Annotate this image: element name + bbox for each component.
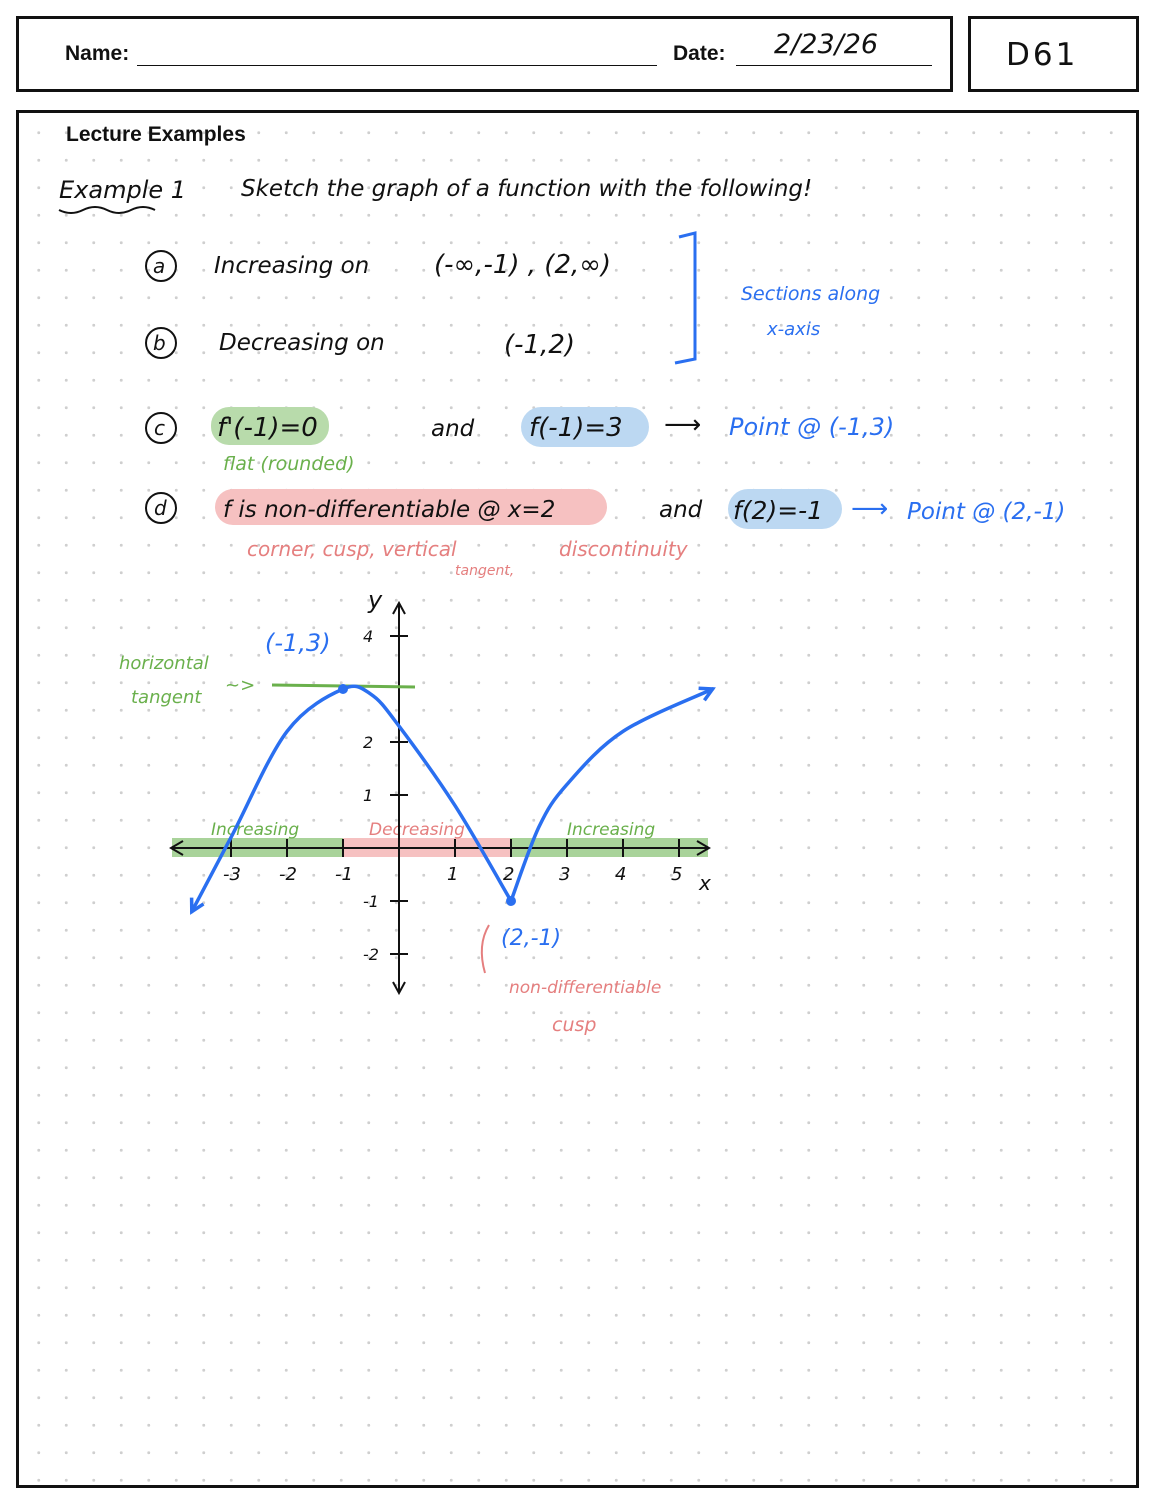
- handwritten-notes: [19, 113, 1136, 1485]
- c-value: f(-1)=3: [529, 413, 623, 443]
- cusp-bracket: [482, 925, 489, 973]
- x-tick-label: 5: [671, 864, 683, 885]
- a-value: (-∞,-1) , (2,∞): [434, 250, 612, 280]
- c-point: Point @ (-1,3): [729, 413, 895, 441]
- bracket-note-1: Sections along: [741, 283, 881, 305]
- y-ticks: [363, 627, 408, 964]
- x-tick-label: 4: [615, 864, 627, 885]
- example-prompt: Sketch the graph of a function with the following!: [241, 176, 813, 202]
- y-tick-label: -2: [363, 945, 379, 964]
- c-marker: c: [154, 416, 165, 440]
- d-value: f(2)=-1: [733, 496, 824, 525]
- a-marker: a: [153, 254, 166, 278]
- d-note-2: tangent,: [455, 563, 515, 579]
- d-arrow: ⟶: [851, 494, 889, 524]
- d-text: f is non-differentiable @ x=2: [223, 497, 556, 523]
- date-value: 2/23/26: [774, 29, 879, 60]
- tangent-label-1: horizontal: [119, 653, 209, 674]
- sections-bracket: [675, 233, 695, 363]
- band-label-3: Increasing: [567, 820, 656, 840]
- a-text: Increasing on: [214, 253, 370, 279]
- band-label-2: Decreasing: [369, 820, 465, 840]
- x-tick-label: 3: [559, 864, 571, 885]
- x-tick-label: 1: [447, 864, 459, 885]
- y-tick-label: 1: [363, 786, 374, 805]
- bracket-note-2: x-axis: [767, 319, 821, 340]
- x-tick-label: -3: [223, 864, 241, 885]
- date-field[interactable]: [736, 65, 932, 66]
- c-arrow: ⟶: [664, 410, 702, 440]
- d-point: Point @ (2,-1): [907, 499, 1066, 525]
- y-tick-label: 2: [363, 733, 374, 752]
- y-axis-label: y: [368, 586, 383, 614]
- d-and: and: [659, 497, 703, 523]
- key-point: [338, 684, 348, 694]
- b-text: Decreasing on: [219, 330, 385, 356]
- name-label: Name:: [65, 42, 130, 65]
- date-label: Date:: [673, 42, 726, 65]
- y-tick-label: -1: [363, 892, 379, 911]
- b-marker: b: [153, 331, 166, 355]
- b-value: (-1,2): [504, 330, 576, 360]
- name-field[interactable]: [137, 65, 657, 66]
- x-tick-label: -2: [279, 864, 297, 885]
- header-box: [16, 16, 953, 92]
- key-point: [506, 896, 516, 906]
- tangent-arrow: ~>: [225, 675, 256, 696]
- x-tick-label: -1: [335, 864, 353, 885]
- code-value: D61: [1006, 37, 1079, 73]
- function-graph: [119, 586, 713, 1036]
- x-tick-label: 2: [503, 864, 515, 885]
- c-and: and: [431, 416, 475, 442]
- d-marker: d: [154, 496, 167, 520]
- cusp-note-1: non-differentiable: [509, 978, 662, 998]
- x-axis-label: x: [699, 871, 711, 895]
- code-box: [968, 16, 1139, 92]
- max-point-label: (-1,3): [265, 629, 331, 657]
- d-note-3: discontinuity: [559, 537, 688, 561]
- c-note: flat (rounded): [223, 453, 355, 475]
- section-title: Lecture Examples: [66, 123, 246, 146]
- cusp-point-label: (2,-1): [501, 926, 562, 951]
- notes-area: [16, 110, 1139, 1488]
- example-heading: Example 1: [59, 176, 187, 204]
- tangent-label-2: tangent: [131, 687, 202, 708]
- band-label-1: Increasing: [211, 820, 300, 840]
- c-deriv: f'(-1)=0: [217, 413, 318, 443]
- example-underline-squiggle: [59, 207, 155, 213]
- d-note-1: corner, cusp, vertical: [247, 537, 457, 561]
- y-tick-label: 4: [363, 627, 374, 646]
- cusp-note-2: cusp: [552, 1014, 597, 1036]
